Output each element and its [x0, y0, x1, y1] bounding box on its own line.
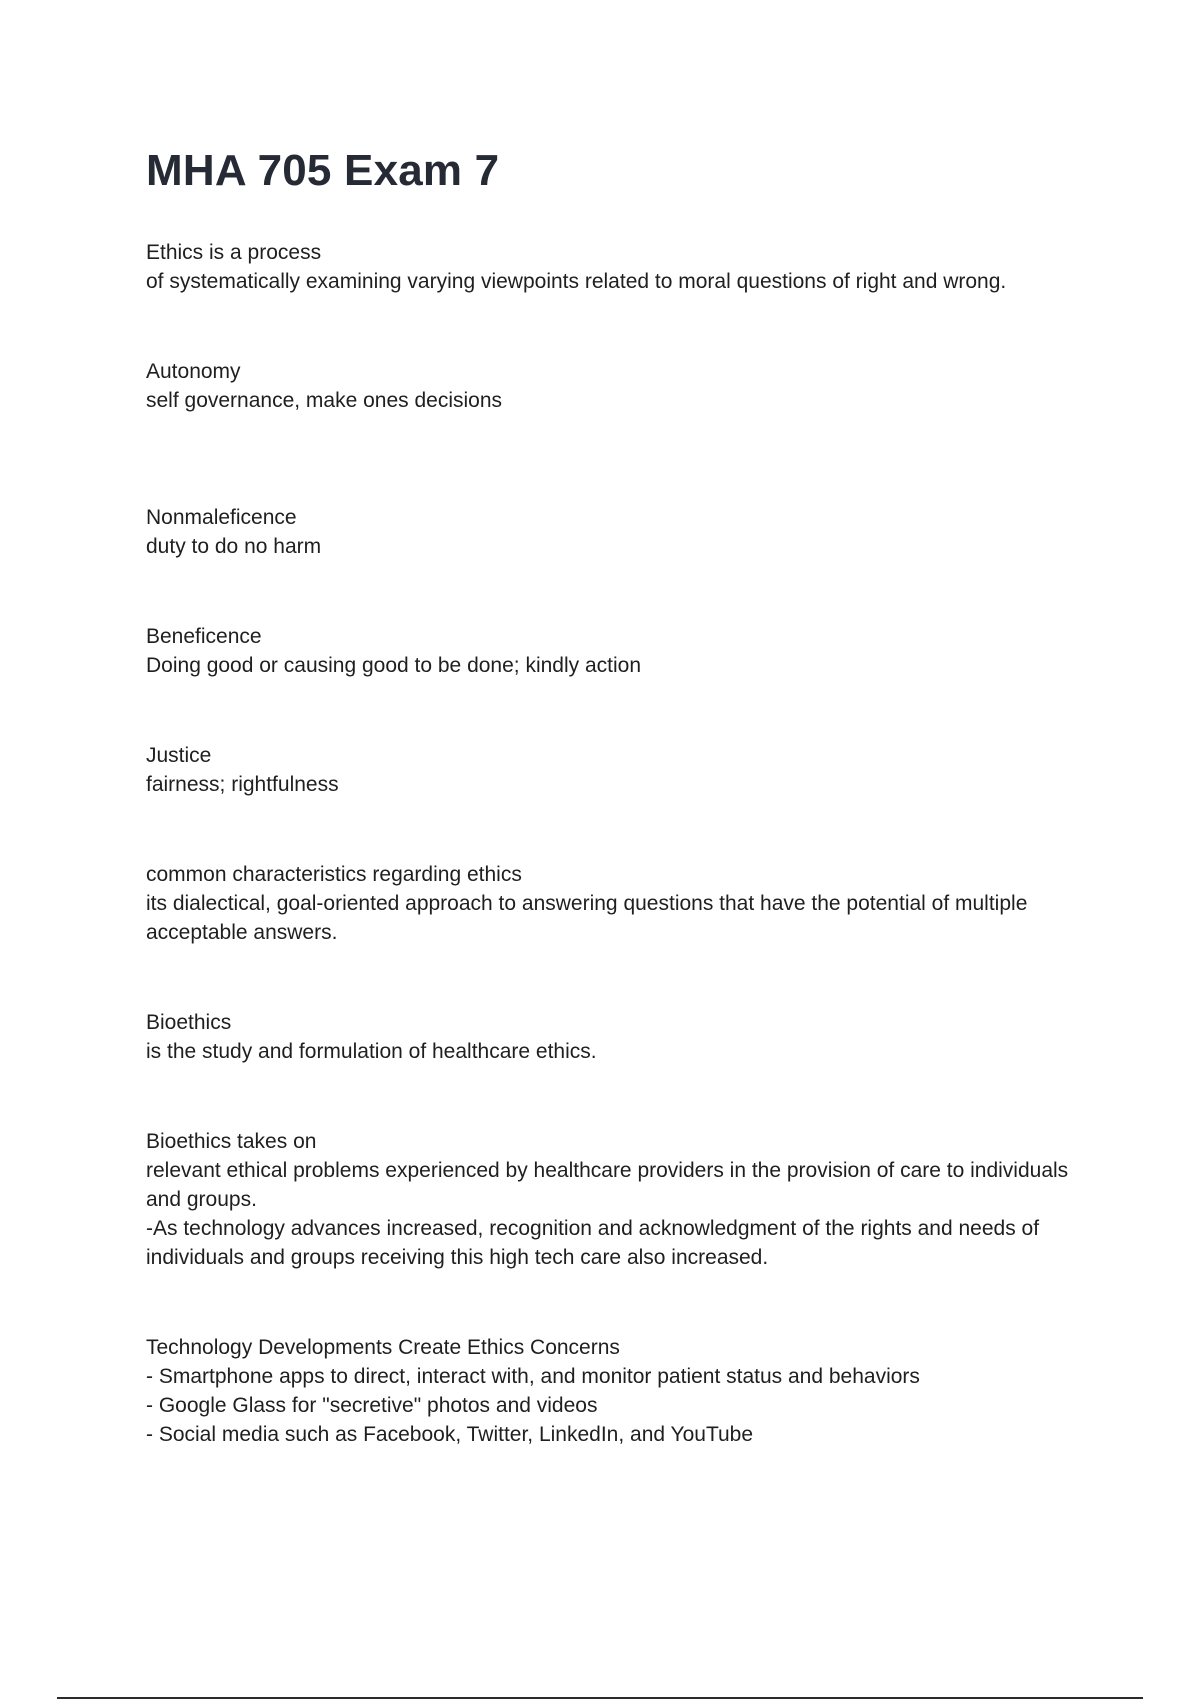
card-term: Ethics is a process [146, 241, 322, 264]
card-term: common characteristics regarding ethics [146, 863, 522, 886]
flashcard-bioethics-takes-on [146, 1127, 1096, 1272]
card-definition: Doing good or causing good to be done; kindly action [146, 654, 642, 677]
flashcard-list [146, 238, 1096, 1449]
card-definition: of systematically examining varying viewpoints related to moral questions of right and wrong. [146, 270, 1007, 293]
footer-divider [57, 1697, 1143, 1699]
card-definition: duty to do no harm [146, 535, 322, 558]
card-term: Bioethics takes on [146, 1130, 317, 1153]
page-title: MHA 705 Exam 7 [146, 146, 500, 195]
card-term: Bioethics [146, 1011, 232, 1034]
card-definition: fairness; rightfulness [146, 773, 339, 796]
flashcard-common-characteristics [146, 860, 1096, 947]
card-definition-line: -As technology advances increased, recognition and acknowledgment of the rights and needs of individuals and groups receiving this high tech care also increased. [146, 1217, 1045, 1269]
flashcard-justice [146, 741, 1096, 799]
card-term: Justice [146, 744, 212, 767]
flashcard-beneficence [146, 622, 1096, 680]
card-term: Technology Developments Create Ethics Concerns [146, 1336, 620, 1359]
card-term: Autonomy [146, 360, 241, 383]
card-definition-line: - Smartphone apps to direct, interact with, and monitor patient status and behaviors [146, 1365, 920, 1388]
flashcard-ethics-process [146, 238, 1096, 296]
card-definition: its dialectical, goal-oriented approach to answering questions that have the potential of multiple acceptable answers. [146, 892, 1034, 944]
flashcard-nonmaleficence [146, 503, 1096, 561]
flashcard-autonomy [146, 357, 1096, 415]
card-definition-line: relevant ethical problems experienced by healthcare providers in the provision of care to individuals and groups. [146, 1159, 1075, 1211]
card-definition-line: - Google Glass for "secretive" photos and videos [146, 1394, 598, 1417]
card-definition-line: - Social media such as Facebook, Twitter, LinkedIn, and YouTube [146, 1423, 754, 1446]
card-term: Nonmaleficence [146, 506, 297, 529]
flashcard-technology-developments [146, 1333, 1096, 1449]
card-definition: self governance, make ones decisions [146, 389, 503, 412]
card-definition: is the study and formulation of healthcare ethics. [146, 1040, 597, 1063]
card-term: Beneficence [146, 625, 262, 648]
flashcard-bioethics [146, 1008, 1096, 1066]
